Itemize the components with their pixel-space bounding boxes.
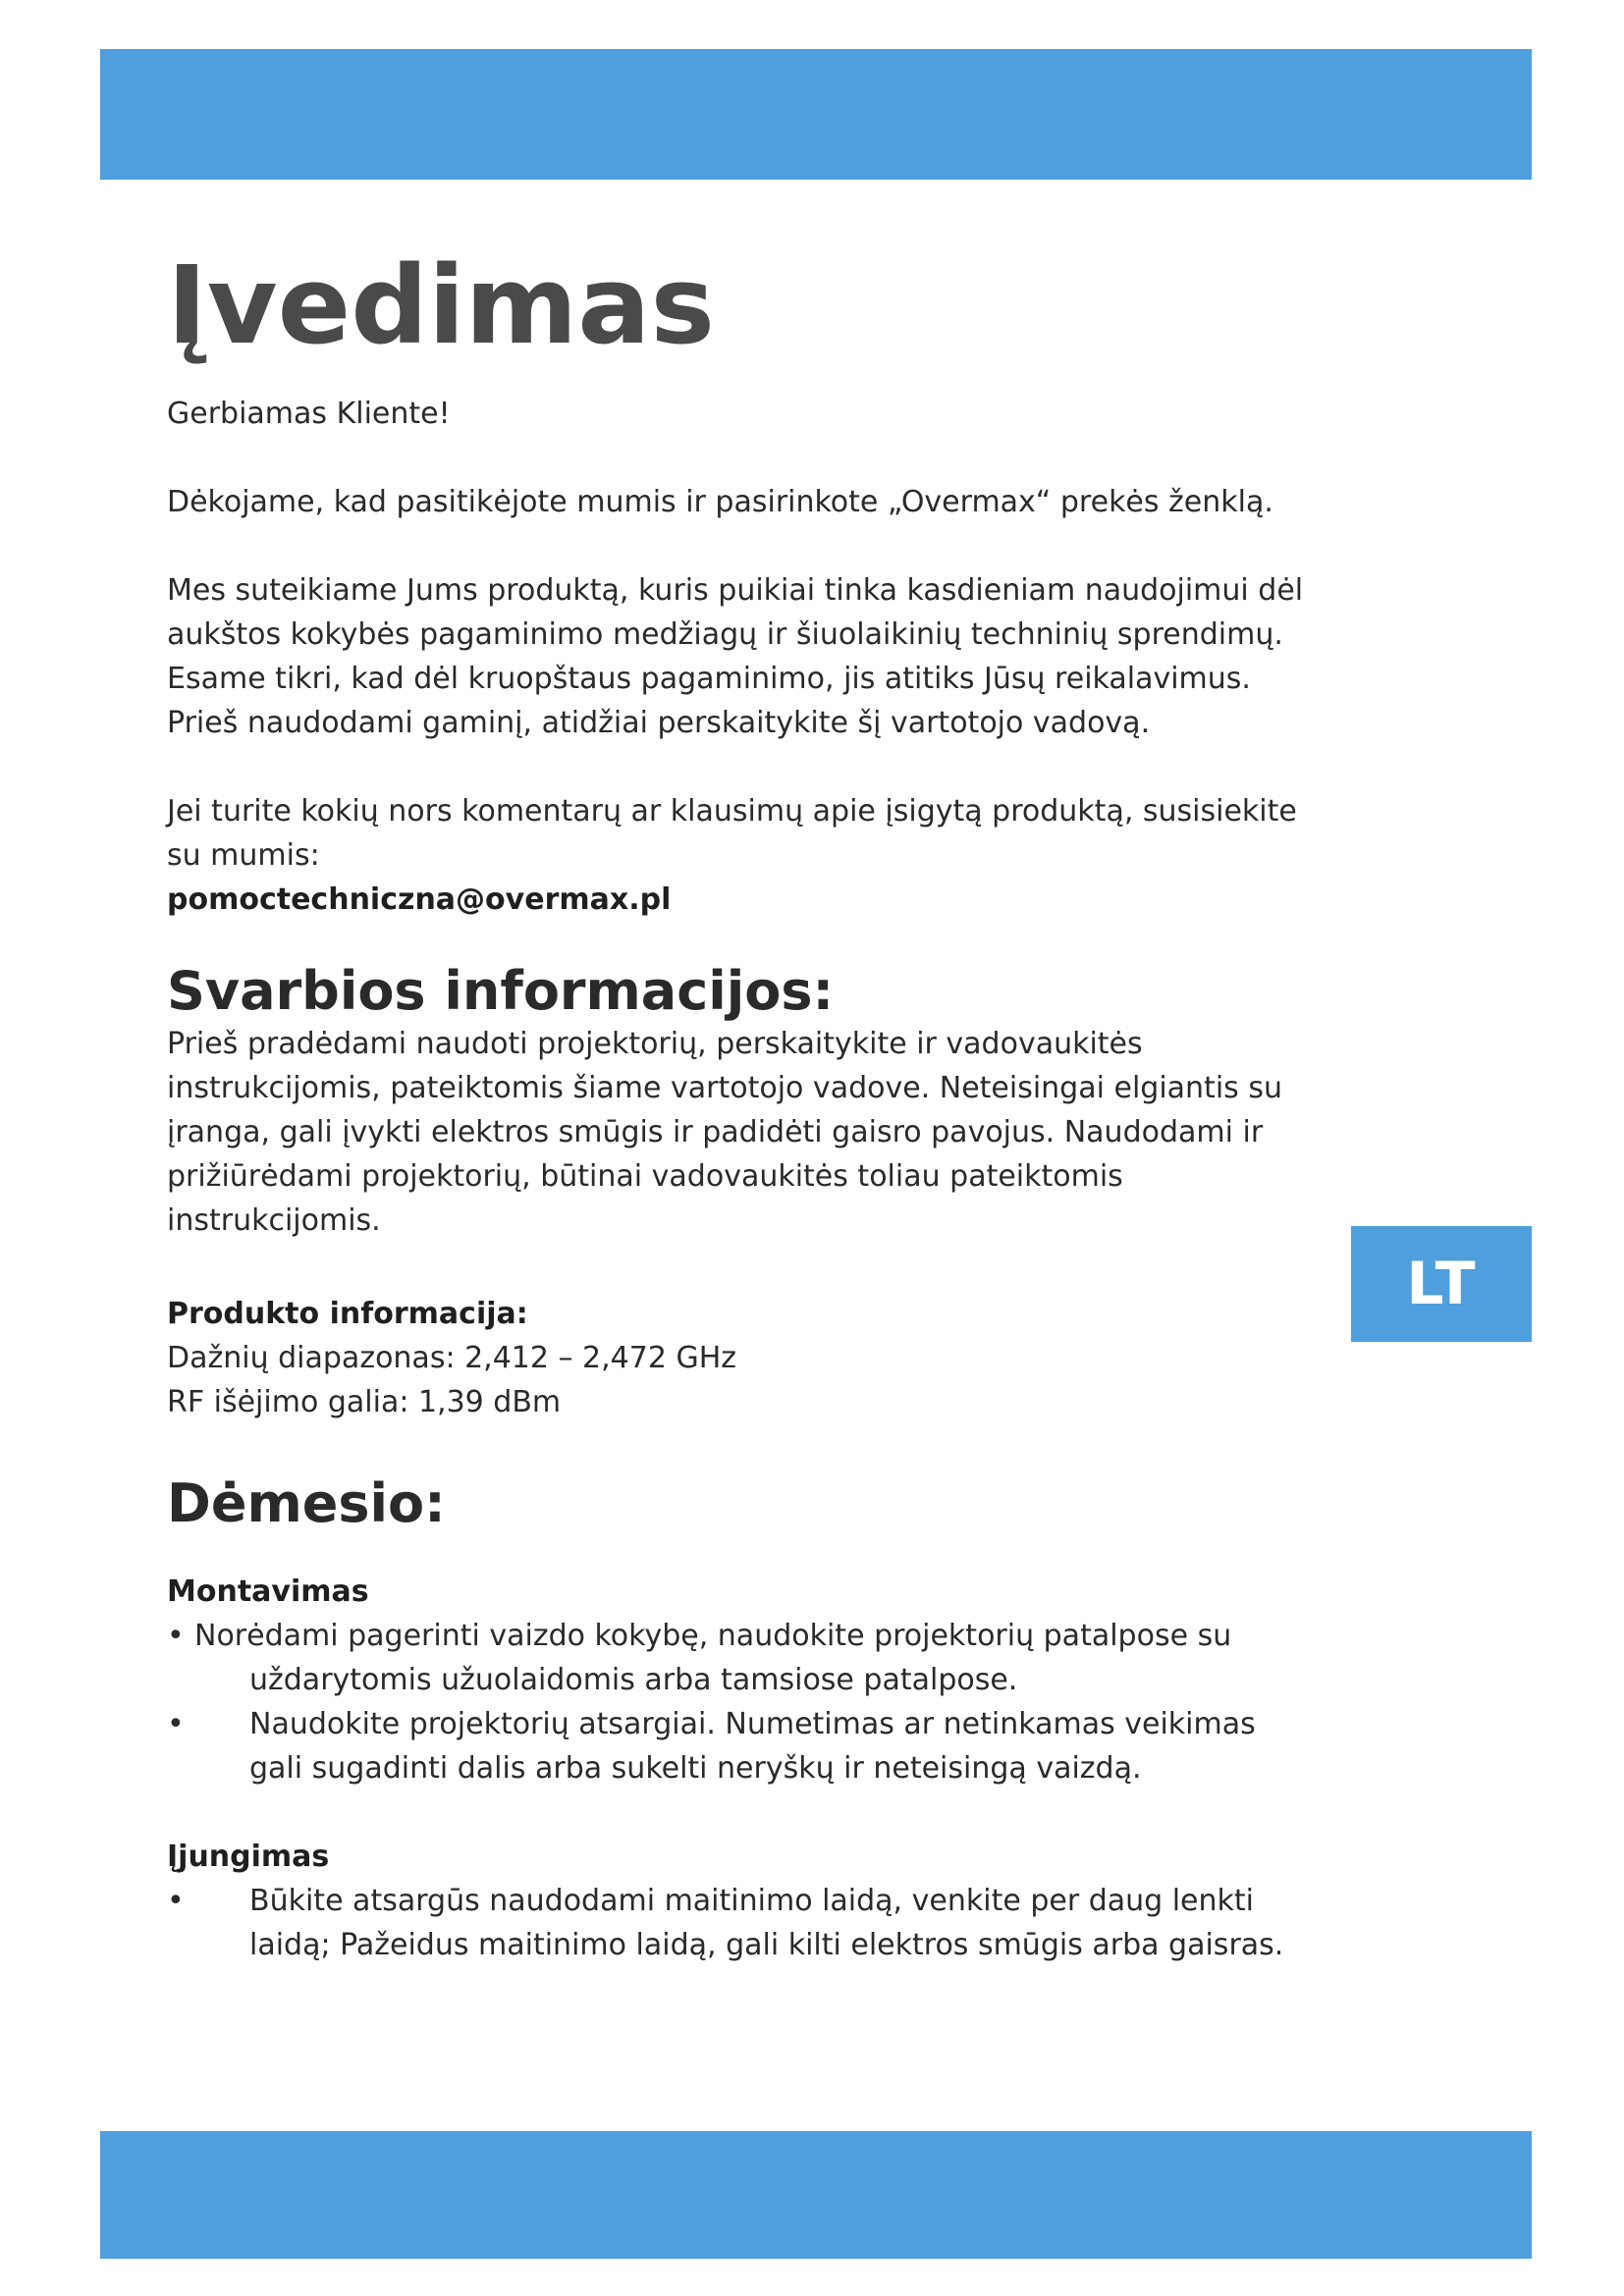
power-on-list bbox=[167, 1879, 1316, 1967]
language-tab bbox=[1351, 1226, 1532, 1342]
list-item bbox=[167, 1879, 1316, 1967]
attention-heading: Dėmesio: bbox=[167, 1472, 446, 1535]
important-paragraph: Prieš pradėdami naudoti projektorių, perskaitykite ir vadovaukitės instrukcijomis, pateiktomis šiame vartotojo vadove. Neteisingai elgiantis su įranga, gali įvykti elektros smūgis ir padidėti gaisro pavojus. Naudodami ir prižiūrėdami projektorių, būtinai vadovaukitės toliau pateiktomis instrukcijomis. bbox=[167, 1027, 1282, 1239]
support-email: pomoctechniczna@overmax.pl bbox=[167, 882, 672, 917]
bullet-icon: • bbox=[167, 1707, 185, 1742]
page-content bbox=[167, 240, 1316, 1967]
list-item-text: Norėdami pagerinti vaizdo kokybę, naudokite projektorių patalpose su uždarytomis užuolaidomis arba tamsiose patalpose. bbox=[194, 1619, 1232, 1698]
power-on-section bbox=[167, 1835, 1316, 1967]
product-info-heading: Produkto informacija: bbox=[167, 1297, 528, 1332]
important-heading: Svarbios informacijos: bbox=[167, 960, 835, 1022]
list-item-text: Būkite atsargūs naudodami maitinimo laidą, venkite per daug lenkti laidą; Pažeidus maitinimo laidą, gali kilti elektros smūgis arba gaisras. bbox=[249, 1884, 1284, 1963]
installation-heading: Montavimas bbox=[167, 1575, 369, 1610]
header-band bbox=[100, 49, 1532, 180]
installation-section bbox=[167, 1570, 1316, 1790]
thanks-paragraph: Dėkojame, kad pasitikėjote mumis ir pasirinkote „Overmax“ prekės ženklą. bbox=[167, 485, 1273, 519]
frequency-range: Dažnių diapazonas: 2,412 – 2,472 GHz bbox=[167, 1341, 737, 1376]
list-item bbox=[167, 1614, 1316, 1702]
footer-band bbox=[100, 2131, 1532, 2259]
list-item-text: Naudokite projektorių atsargiai. Numetimas ar netinkamas veikimas gali sugadinti dalis arba sukelti neryškų ir neteisingą vaizdą. bbox=[249, 1707, 1256, 1787]
greeting: Gerbiamas Kliente! bbox=[167, 397, 451, 431]
page-title: Įvedimas bbox=[167, 242, 716, 368]
bullet-icon: • bbox=[167, 1619, 185, 1654]
bullet-icon: • bbox=[167, 1884, 185, 1919]
list-item bbox=[167, 1702, 1316, 1790]
rf-output-power: RF išėjimo galia: 1,39 dBm bbox=[167, 1385, 562, 1420]
contact-paragraph: Jei turite kokių nors komentarų ar klausimų apie įsigytą produktą, susisiekite su mumis: bbox=[167, 794, 1297, 873]
installation-list bbox=[167, 1614, 1316, 1790]
intro-paragraph: Mes suteikiame Jums produktą, kuris puikiai tinka kasdieniam naudojimui dėl aukštos kokybės pagaminimo medžiagų ir šiuolaikinių techninių sprendimų. Esame tikri, kad dėl kruopštaus pagaminimo, jis atitiks Jūsų reikalavimus. Prieš naudodami gaminį, atidžiai perskaitykite šį vartotojo vadovą. bbox=[167, 573, 1304, 740]
power-on-heading: Įjungimas bbox=[167, 1840, 330, 1875]
language-tab-label: LT bbox=[1406, 1250, 1477, 1318]
product-info bbox=[167, 1292, 1316, 1424]
